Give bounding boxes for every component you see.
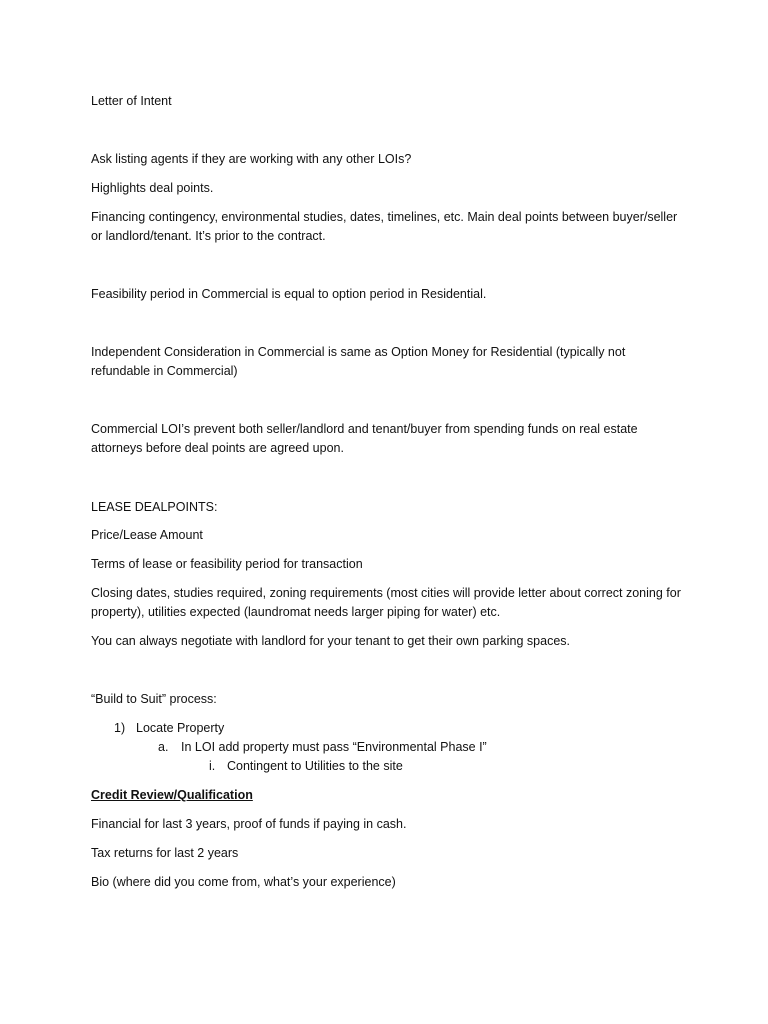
section-heading-credit: Credit Review/Qualification — [91, 788, 253, 802]
list-item: Bio (where did you come from, what’s your experience) — [91, 875, 396, 889]
paragraph: Independent Consideration in Commercial is same as Option Money for Residential (typically not refundable in Commercial) — [91, 345, 626, 378]
list-item: Financial for last 3 years, proof of funds if paying in cash. — [91, 817, 407, 831]
list-item: Price/Lease Amount — [91, 528, 203, 542]
list-item: Terms of lease or feasibility period for transaction — [91, 557, 363, 571]
paragraph: Feasibility period in Commercial is equal to option period in Residential. — [91, 287, 487, 301]
outline-marker: 1) — [114, 721, 126, 735]
outline-item: Locate Property — [136, 721, 225, 735]
paragraph: Ask listing agents if they are working with any other LOIs? — [91, 152, 412, 166]
list-item: Closing dates, studies required, zoning requirements (most cities will provide letter about correct zoning for property), utilities expected (laundromat needs larger piping for water) etc. — [91, 586, 681, 619]
outline-marker: i. — [209, 759, 216, 773]
paragraph: Highlights deal points. — [91, 181, 214, 195]
document-title: Letter of Intent — [91, 94, 172, 108]
outline-marker: a. — [158, 740, 169, 754]
list-item: Tax returns for last 2 years — [91, 846, 239, 860]
outline-item: In LOI add property must pass “Environmental Phase I” — [181, 740, 487, 754]
section-heading-lease: LEASE DEALPOINTS: — [91, 500, 218, 514]
outline-item: Contingent to Utilities to the site — [227, 759, 403, 773]
paragraph: Financing contingency, environmental studies, dates, timelines, etc. Main deal points between buyer/seller or landlord/tenant. It’s prior to the contract. — [91, 210, 678, 243]
list-item: You can always negotiate with landlord for your tenant to get their own parking spaces. — [91, 634, 570, 648]
paragraph: Commercial LOI’s prevent both seller/landlord and tenant/buyer from spending funds on real estate attorneys before deal points are agreed upon. — [91, 422, 638, 455]
section-heading-build: “Build to Suit” process: — [91, 692, 217, 706]
